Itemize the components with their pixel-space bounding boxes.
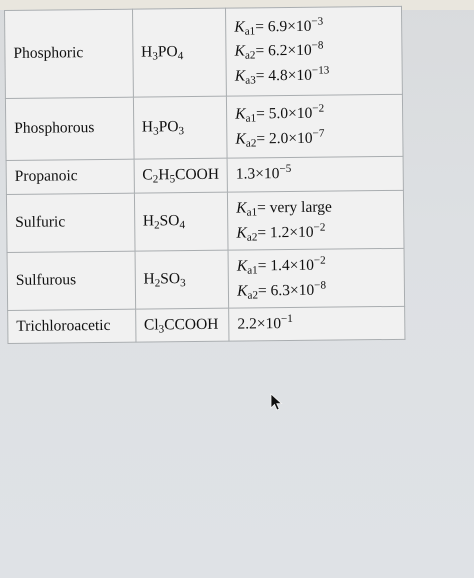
formula-subscript: 2 bbox=[152, 173, 159, 187]
ka-value: = 4.8×10 bbox=[255, 66, 313, 84]
ka-line bbox=[235, 125, 402, 151]
ka-subscript: a2 bbox=[244, 49, 256, 63]
ka-symbol: K bbox=[236, 281, 248, 300]
formula-text: PO bbox=[157, 43, 178, 61]
formula-text: H bbox=[142, 212, 155, 231]
formula-text: H bbox=[143, 270, 155, 289]
ka-symbol: K bbox=[234, 18, 245, 37]
formula-subscript: 5 bbox=[169, 173, 176, 186]
formula-text: PO bbox=[158, 118, 179, 136]
ka-symbol: K bbox=[234, 66, 246, 85]
ka-symbol: K bbox=[236, 223, 247, 242]
ka-symbol: K bbox=[234, 42, 245, 61]
formula-subscript: 3 bbox=[152, 50, 158, 64]
formula-subscript: 3 bbox=[158, 323, 165, 336]
ka-exponent: −8 bbox=[311, 40, 324, 53]
ka-value: = 6.3×10 bbox=[257, 281, 315, 299]
ka-exponent: −2 bbox=[313, 255, 326, 268]
acid-name-cell: Phosphoric bbox=[5, 9, 134, 98]
ka-line bbox=[235, 62, 402, 88]
ka-line bbox=[236, 161, 403, 187]
formula-subscript: 2 bbox=[154, 277, 161, 291]
formula-subscript: 3 bbox=[153, 125, 159, 139]
ka-value: = 2.0×10 bbox=[256, 129, 313, 147]
ka-value: = 5.0×10 bbox=[256, 105, 313, 123]
ka-line bbox=[235, 101, 402, 127]
ka-line bbox=[237, 311, 404, 337]
formula-text: SO bbox=[160, 270, 181, 288]
ka-line bbox=[236, 195, 403, 221]
mouse-pointer-icon bbox=[270, 393, 284, 411]
ka-value: 2.2×10 bbox=[237, 315, 282, 333]
table-row bbox=[5, 94, 403, 160]
ka-subscript: a2 bbox=[245, 136, 257, 150]
formula-text: SO bbox=[159, 212, 180, 230]
acid-name-cell: Sulfurous bbox=[7, 251, 135, 310]
ka-symbol: K bbox=[235, 105, 246, 124]
formula-text: CCOOH bbox=[164, 315, 219, 334]
ka-subscript: a1 bbox=[245, 112, 257, 126]
formula-text: Cl bbox=[143, 316, 159, 334]
formula-subscript: 2 bbox=[154, 219, 160, 233]
acid-name-cell: Trichloroacetic bbox=[8, 309, 136, 343]
acid-formula-cell bbox=[135, 308, 229, 342]
formula-text: H bbox=[141, 43, 153, 62]
ka-symbol: K bbox=[236, 257, 248, 276]
ka-exponent: −13 bbox=[311, 63, 330, 77]
ka-subscript: a1 bbox=[246, 206, 258, 220]
acid-formula-cell bbox=[134, 158, 228, 193]
ka-value: = 6.2×10 bbox=[255, 42, 312, 60]
ka-values-cell bbox=[227, 94, 404, 158]
formula-subscript: 4 bbox=[177, 50, 184, 63]
table-body bbox=[5, 6, 405, 343]
ka-subscript: a3 bbox=[245, 73, 256, 87]
acid-name-cell: Propanoic bbox=[6, 159, 134, 194]
formula-subscript: 3 bbox=[178, 125, 185, 138]
ka-subscript: a2 bbox=[246, 230, 258, 244]
ka-line bbox=[234, 14, 401, 40]
acid-name-cell: Sulfuric bbox=[6, 193, 134, 252]
ka-exponent: −8 bbox=[314, 279, 327, 292]
ka-exponent: −2 bbox=[313, 221, 326, 234]
ka-subscript: a1 bbox=[244, 25, 256, 39]
formula-text: COOH bbox=[174, 166, 220, 184]
ka-line bbox=[236, 219, 403, 245]
ka-exponent: −3 bbox=[311, 16, 324, 29]
formula-subscript: 4 bbox=[179, 219, 186, 232]
formula-text: H bbox=[158, 166, 170, 184]
table-row bbox=[6, 190, 404, 252]
ka-values-cell bbox=[228, 190, 404, 250]
table-row bbox=[6, 156, 403, 194]
ka-value: = very large bbox=[256, 199, 332, 217]
acid-name-cell: Phosphorous bbox=[5, 97, 133, 160]
formula-subscript: 3 bbox=[180, 277, 186, 290]
ka-exponent: −5 bbox=[279, 163, 292, 176]
ka-subscript: a2 bbox=[247, 288, 259, 302]
ka-line bbox=[234, 38, 401, 64]
acid-constants-table bbox=[4, 6, 405, 344]
ka-values-cell bbox=[227, 156, 403, 192]
acid-formula-cell bbox=[134, 192, 228, 251]
ka-symbol: K bbox=[235, 129, 246, 148]
table-row bbox=[8, 306, 405, 343]
ka-exponent: −1 bbox=[280, 312, 293, 325]
acid-formula-cell bbox=[133, 96, 227, 159]
ka-value: 1.3×10 bbox=[235, 165, 280, 184]
ka-symbol: K bbox=[236, 199, 247, 218]
ka-exponent: −7 bbox=[312, 127, 325, 140]
acid-formula-cell bbox=[135, 250, 229, 309]
ka-line bbox=[237, 277, 404, 303]
ka-values-cell bbox=[228, 248, 404, 308]
acid-formula-cell bbox=[132, 8, 226, 97]
ka-value: = 1.2×10 bbox=[257, 223, 314, 241]
ka-exponent: −2 bbox=[312, 103, 325, 116]
table-row bbox=[5, 6, 403, 98]
table-row bbox=[7, 248, 405, 310]
ka-values-cell bbox=[229, 306, 405, 341]
formula-text: H bbox=[141, 118, 154, 137]
ka-value: = 6.9×10 bbox=[255, 18, 312, 36]
ka-line bbox=[237, 253, 404, 279]
formula-text: C bbox=[142, 166, 153, 185]
ka-values-cell bbox=[226, 6, 403, 96]
ka-value: = 1.4×10 bbox=[257, 257, 315, 275]
ka-subscript: a1 bbox=[247, 264, 258, 278]
